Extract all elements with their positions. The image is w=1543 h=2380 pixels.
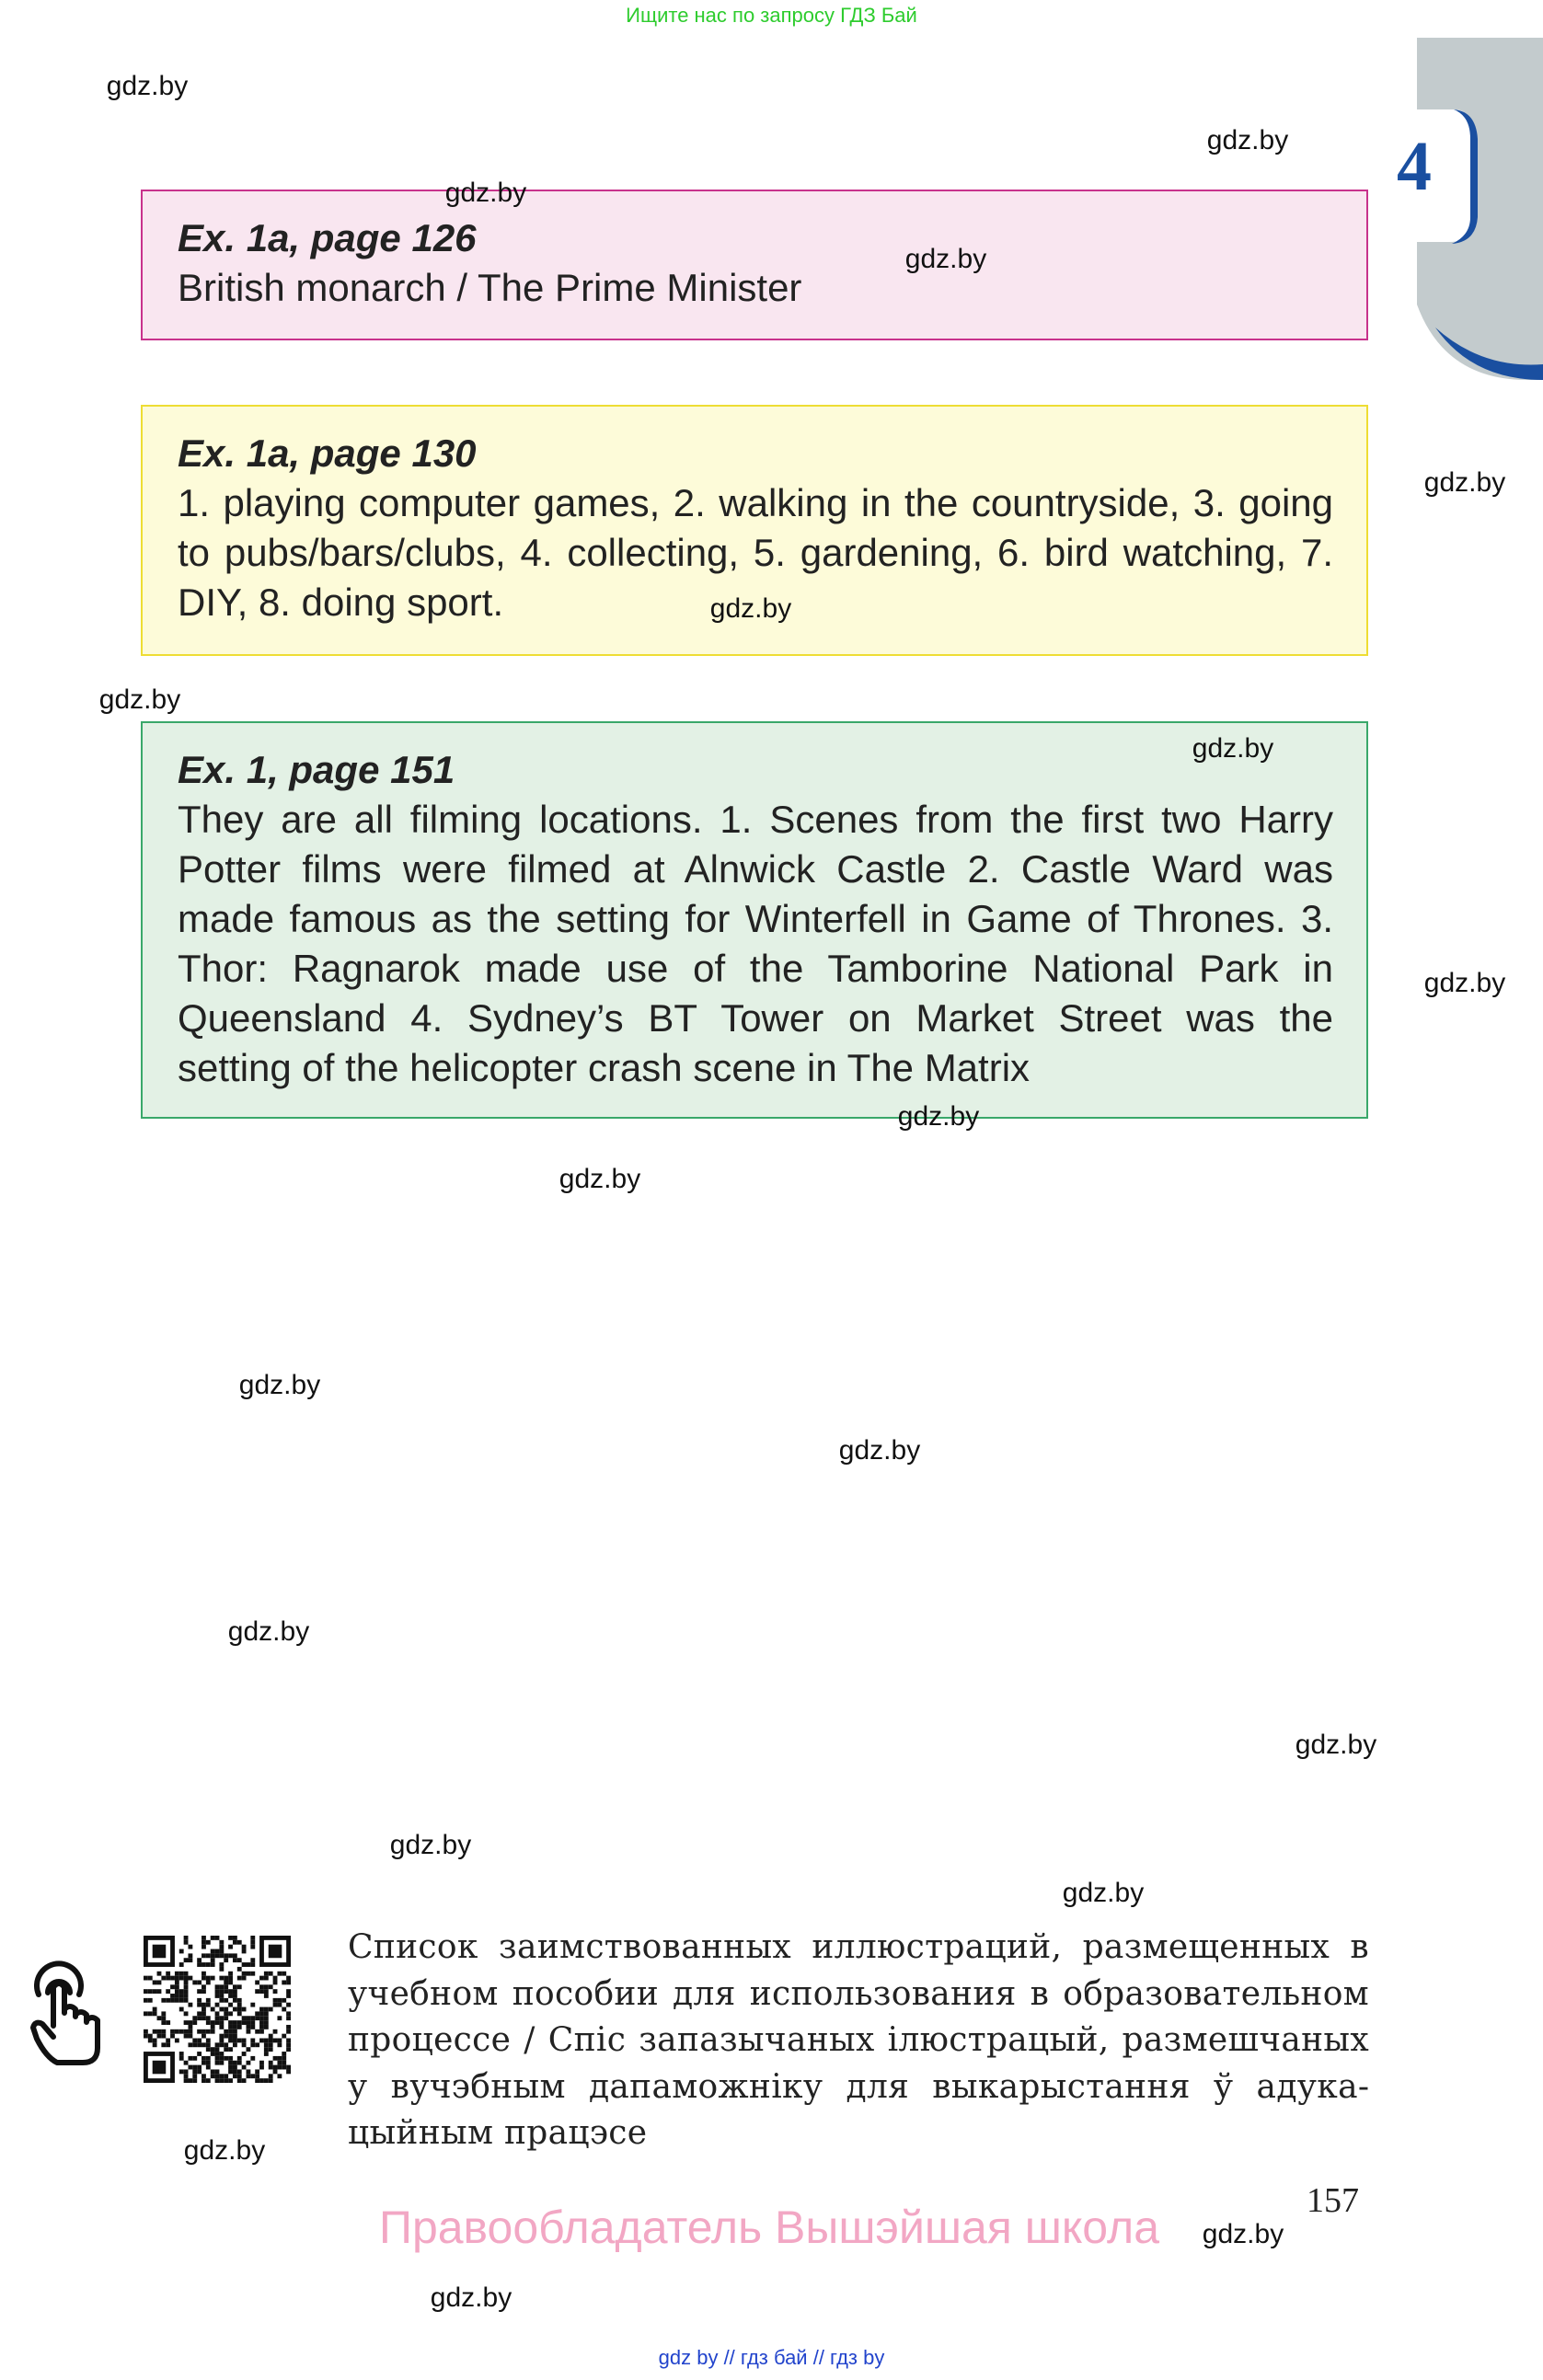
watermark: gdz.by [1295, 1730, 1377, 1760]
watermark: gdz.by [1206, 125, 1289, 155]
watermark: gdz.by [838, 1435, 921, 1466]
watermark: gdz.by [1423, 968, 1506, 998]
watermark: gdz.by [558, 1164, 641, 1194]
chapter-tab [1417, 38, 1543, 380]
answer-title: Ex. 1, page 151 [178, 748, 455, 791]
watermark: gdz.by [106, 71, 189, 101]
page-number: 157 [1307, 2181, 1359, 2220]
watermark: gdz.by [444, 178, 527, 208]
watermark: gdz.by [904, 244, 987, 274]
watermark: gdz.by [709, 593, 792, 624]
watermark: gdz.by [1423, 467, 1506, 498]
watermark: gdz.by [183, 2135, 266, 2166]
watermark: gdz.by [1062, 1878, 1145, 1908]
hand-pointer-icon [26, 1956, 109, 2068]
watermark: gdz.by [1202, 2219, 1284, 2249]
bottom-links[interactable]: gdz by // гдз бай // гдз by [658, 2346, 885, 2369]
chapter-number: 4 [1397, 128, 1432, 205]
qr-code[interactable] [141, 1936, 294, 2083]
watermark: gdz.by [389, 1830, 472, 1860]
illustrations-list-text: Список заимствованных иллюстраций, размещенных в учебном пособии для использования в образовательном процессе / Спіс запазычаных ілюстрацый, размешчаных у вучэбным дапаможніку для выкарыстання ў адукацыйным працэсе [348, 1928, 1369, 2152]
watermark: gdz.by [98, 684, 181, 715]
watermark: gdz.by [897, 1101, 980, 1132]
answer-title: Ex. 1a, page 126 [178, 216, 477, 259]
answer-box-ex1-p151 [141, 721, 1368, 1119]
answer-box-ex1a-p126 [141, 190, 1368, 340]
watermark: gdz.by [238, 1370, 321, 1400]
search-hint-banner[interactable]: Ищите нас по запросу ГДЗ Бай [626, 4, 917, 27]
watermark: gdz.by [1192, 733, 1274, 764]
answer-body: British monarch / The Prime Minister [178, 266, 802, 309]
answer-title: Ex. 1a, page 130 [178, 431, 477, 475]
watermark: gdz.by [227, 1616, 310, 1647]
answer-body: They are all filming locations. 1. Scenes from the first two Harry Potter films were filmed at Alnwick Castle 2. Castle Ward was made famous as the setting for Winterfell in Game of Thrones. 3. Thor: Ragnarok made use of the Tamborine National Park in Queensland 4. Sydney’s BT Tower on Market Street was the setting of the helicopter crash scene in The Matrix [178, 798, 1333, 1089]
copyright-holder: Правообладатель Вышэйшая школа [379, 2202, 1159, 2253]
answer-body: 1. playing computer games, 2. walking in the countryside, 3. going to pubs/bars/clubs, 4. collecting, 5. gardening, 6. bird watching, 7. DIY, 8. doing sport. [178, 481, 1333, 624]
watermark: gdz.by [430, 2282, 512, 2313]
